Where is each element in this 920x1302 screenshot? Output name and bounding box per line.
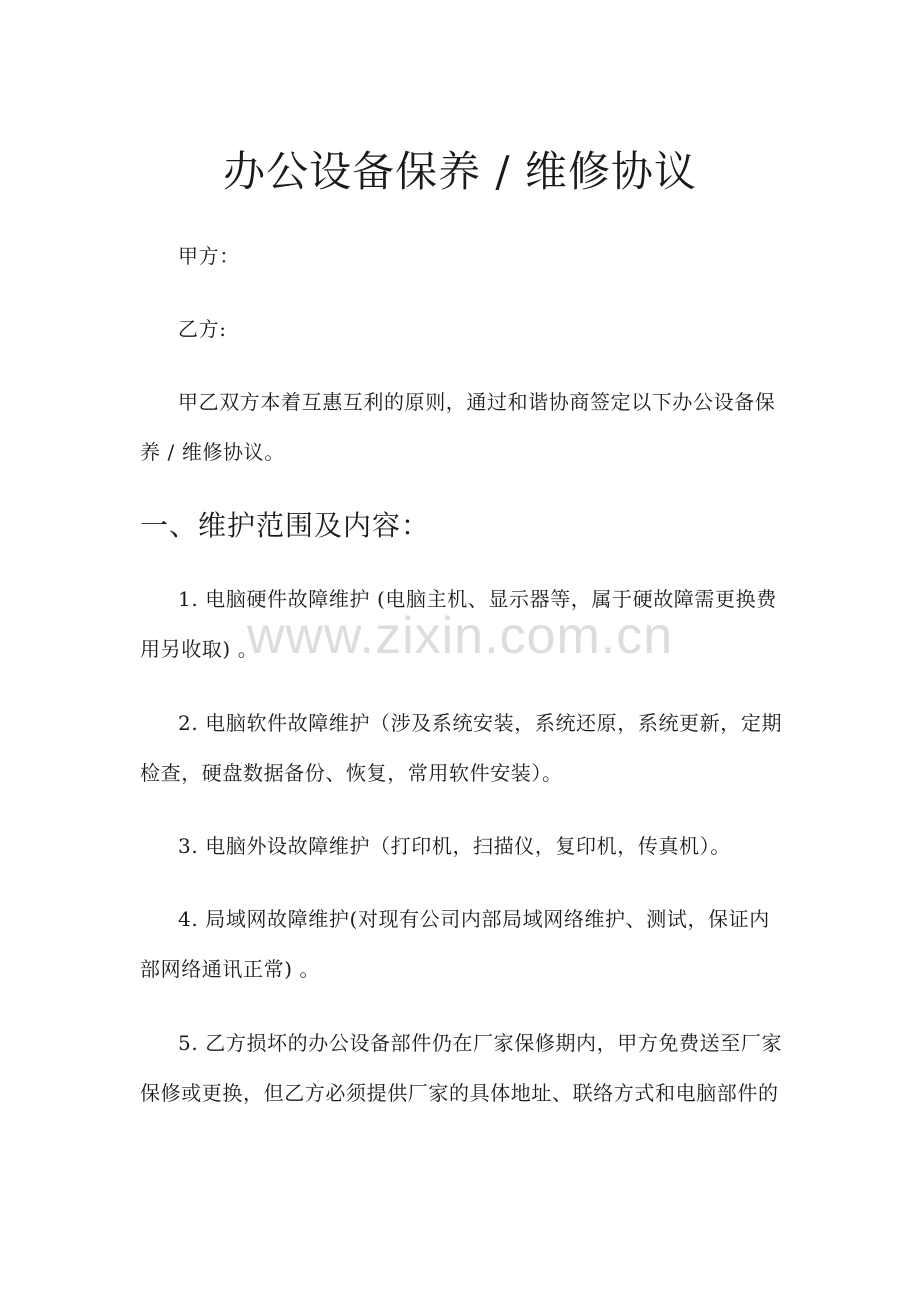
party-a-label: 甲方： (178, 244, 240, 268)
item-line: 保修或更换，但乙方必须提供厂家的具体地址、联络方式和电脑部件的 (140, 1081, 779, 1105)
item-line: 部网络通讯正常) 。 (140, 957, 321, 981)
item-line: 2. 电脑软件故障维护（涉及系统安装，系统还原，系统更新，定期 (178, 711, 783, 735)
item-line: 4. 局域网故障维护(对现有公司内部局域网络维护、测试，保证内 (178, 907, 770, 931)
item-line: 检查，硬盘数据备份、恢复，常用软件安装）。 (140, 761, 563, 785)
item-line: 用另收取) 。 (140, 637, 259, 661)
party-b-label: 乙方: (178, 317, 227, 341)
item-line: 3. 电脑外设故障维护（打印机，扫描仪，复印机，传真机）。 (178, 834, 731, 858)
document-title: 办公设备保养 / 维修协议 (223, 147, 697, 196)
intro-line: 养 / 维修协议。 (140, 440, 285, 464)
item-line: 1. 电脑硬件故障维护 (电脑主机、显示器等，属于硬故障需更换费 (178, 587, 777, 611)
section-heading: 一、维护范围及内容： (140, 509, 431, 542)
intro-line: 甲乙双方本着互惠互利的原则，通过和谐协商签定以下办公设备保 (178, 390, 776, 414)
item-line: 5. 乙方损坏的办公设备部件仍在厂家保修期内，甲方免费送至厂家 (178, 1031, 783, 1055)
watermark: www.zixin.com.cn (246, 607, 674, 665)
